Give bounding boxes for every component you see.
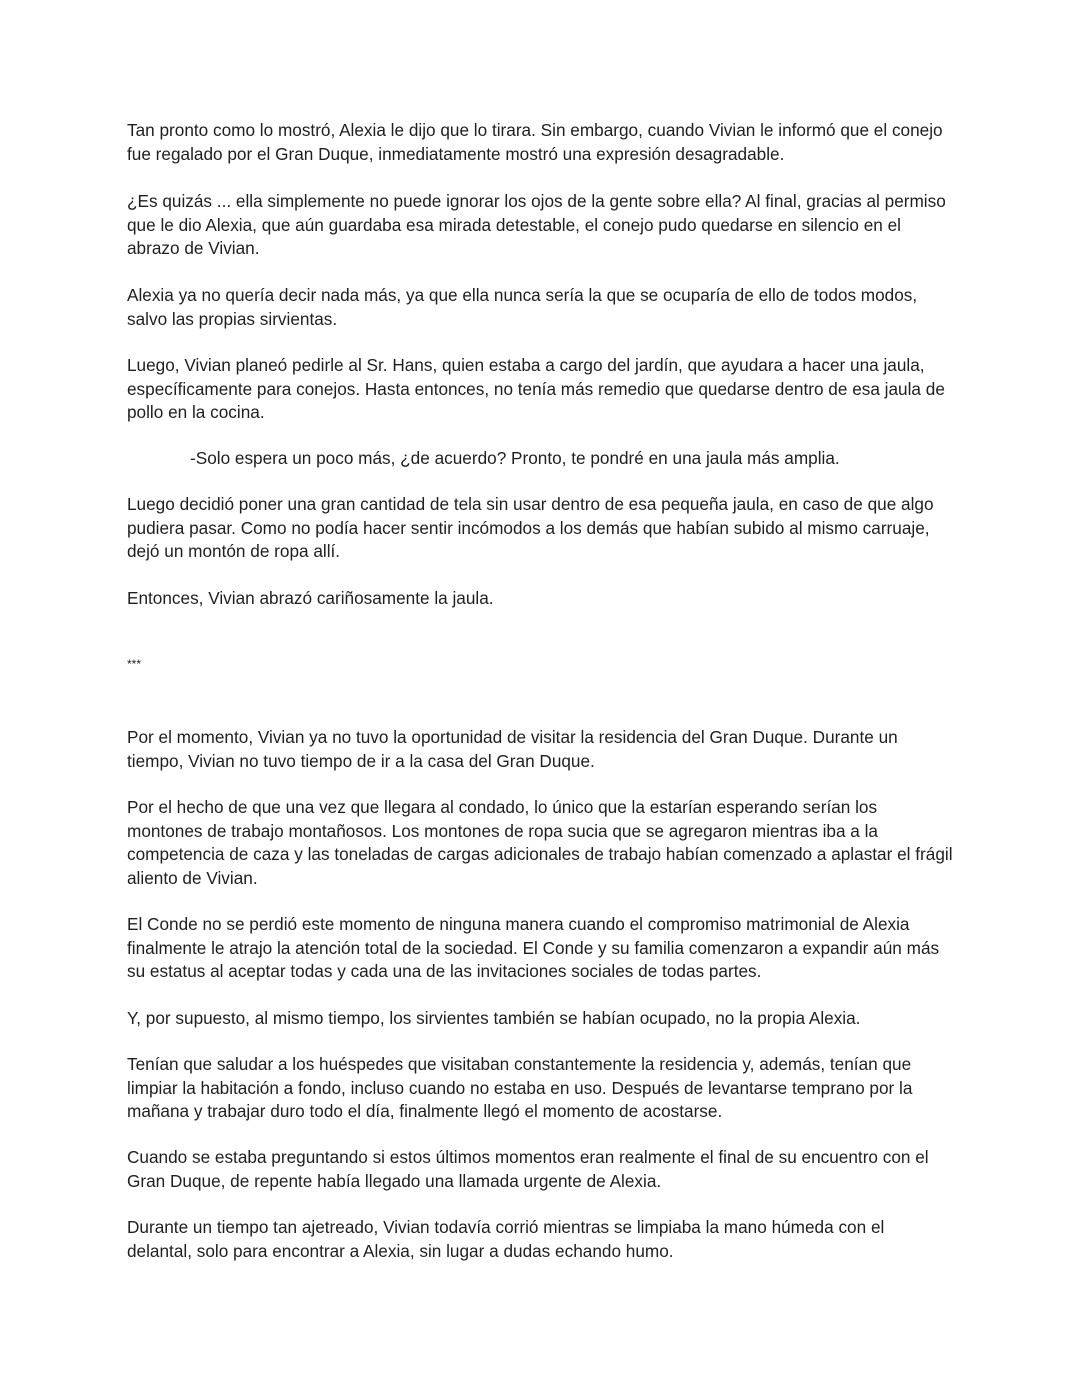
paragraph: Por el momento, Vivian ya no tuvo la oportunidad de visitar la residencia del Gran Duque. Durante un tiempo, Vivian no tuvo tiempo de ir a la casa del Gran Duque. — [127, 727, 898, 771]
paragraph: Entonces, Vivian abrazó cariñosamente la jaula. — [127, 588, 494, 608]
paragraph: ¿Es quizás ... ella simplemente no puede ignorar los ojos de la gente sobre ella? Al final, gracias al permiso que le dio Alexia, que aún guardaba esa mirada detestable, el conejo pudo quedarse en silencio en el abrazo de Vivian. — [127, 191, 946, 258]
paragraph: Tenían que saludar a los huéspedes que visitaban constantemente la residencia y, además, tenían que limpiar la habitación a fondo, incluso cuando no estaba en uso. Después de levantarse temprano por la mañana y trabajar duro todo el día, finalmente llegó el momento de acostarse. — [127, 1054, 913, 1121]
dialogue-line: -Solo espera un poco más, ¿de acuerdo? Pronto, te pondré en una jaula más amplia. — [190, 448, 840, 468]
paragraph: Cuando se estaba preguntando si estos últimos momentos eran realmente el final de su encuentro con el Gran Duque, de repente había llegado una llamada urgente de Alexia. — [127, 1147, 929, 1191]
paragraph: Por el hecho de que una vez que llegara al condado, lo único que la estarían esperando serían los montones de trabajo montañosos. Los montones de ropa sucia que se agregaron mientras iba a la competencia de caza y las toneladas de cargas adicionales de trabajo habían comenzado a aplastar el frágil aliento de Vivian. — [127, 797, 953, 888]
paragraph: Tan pronto como lo mostró, Alexia le dijo que lo tirara. Sin embargo, cuando Vivian le informó que el conejo fue regalado por el Gran Duque, inmediatamente mostró una expresión desagradable. — [127, 120, 943, 164]
paragraph: Luego, Vivian planeó pedirle al Sr. Hans, quien estaba a cargo del jardín, que ayudara a hacer una jaula, específicamente para conejos. Hasta entonces, no tenía más remedio que quedarse dentro de esa jaula de pollo en la cocina. — [127, 355, 945, 422]
scene-break: *** — [127, 657, 142, 671]
paragraph: Alexia ya no quería decir nada más, ya que ella nunca sería la que se ocuparía de ello de todos modos, salvo las propias sirvientas. — [127, 285, 918, 329]
paragraph: El Conde no se perdió este momento de ninguna manera cuando el compromiso matrimonial de Alexia finalmente le atrajo la atención total de la sociedad. El Conde y su familia comenzaron a expandir aún más su estatus al aceptar todas y cada una de las invitaciones sociales de todas partes. — [127, 914, 940, 981]
paragraph: Luego decidió poner una gran cantidad de tela sin usar dentro de esa pequeña jaula, en caso de que algo pudiera pasar. Como no podía hacer sentir incómodos a los demás que habían subido al mismo carruaje, dejó un montón de ropa allí. — [127, 494, 934, 561]
paragraph: Durante un tiempo tan ajetreado, Vivian todavía corrió mientras se limpiaba la mano húmeda con el delantal, solo para encontrar a Alexia, sin lugar a dudas echando humo. — [127, 1217, 885, 1261]
paragraph: Y, por supuesto, al mismo tiempo, los sirvientes también se habían ocupado, no la propia Alexia. — [127, 1008, 861, 1028]
